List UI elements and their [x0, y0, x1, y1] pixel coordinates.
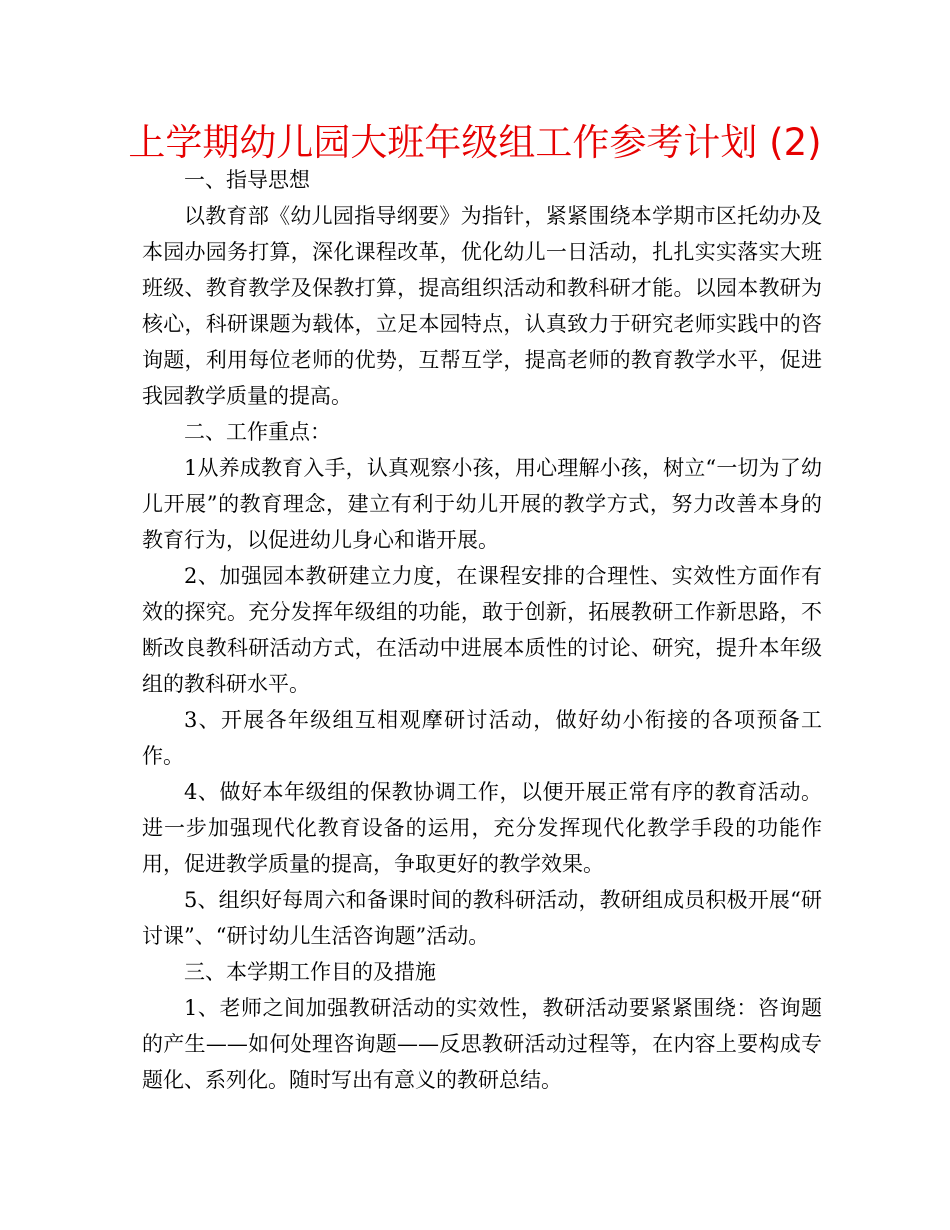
paragraph-focus-3: 3、开展各年级组互相观摩研讨活动，做好幼小衔接的各项预备工作。	[142, 708, 822, 768]
document-body	[142, 162, 822, 1098]
document-title: 上学期幼儿园大班年级组工作参考计划 (2)	[128, 121, 822, 164]
paragraph-focus-2: 2、加强园本教研建立力度，在课程安排的合理性、实效性方面作有效的探究。充分发挥年级组的功能，敢于创新，拓展教研工作新思路，不断改良教科研活动方式，在活动中进展本质性的讨论、研究，提升本年级组的教科研水平。	[142, 564, 822, 696]
section-heading-work-focus: 二、工作重点：	[184, 420, 331, 444]
paragraph-focus-1: 1从养成教育入手，认真观察小孩，用心理解小孩，树立“一切为了幼儿开展”的教育理念，建立有利于幼儿开展的教学方式，努力改善本身的教育行为，以促进幼儿身心和谐开展。	[142, 456, 822, 552]
paragraph-focus-4: 4、做好本年级组的保教协调工作，以便开展正常有序的教育活动。进一步加强现代化教育设备的运用，充分发挥现代化教学手段的功能作用，促进教学质量的提高，争取更好的教学效果。	[142, 780, 822, 876]
paragraph-goals-1: 1、老师之间加强教研活动的实效性，教研活动要紧紧围绕：咨询题的产生——如何处理咨询题——反思教研活动过程等，在内容上要构成专题化、系列化。随时写出有意义的教研总结。	[142, 996, 822, 1092]
section-heading-guiding-ideology: 一、指导思想	[184, 168, 310, 192]
paragraph-guiding-ideology: 以教育部《幼儿园指导纲要》为指针，紧紧围绕本学期市区托幼办及本园办园务打算，深化课程改革，优化幼儿一日活动，扎扎实实落实大班班级、教育教学及保教打算，提高组织活动和教科研才能。以园本教研为核心，科研课题为载体，立足本园特点，认真致力于研究老师实践中的咨询题，利用每位老师的优势，互帮互学，提高老师的教育教学水平，促进我园教学质量的提高。	[142, 204, 822, 408]
paragraph-focus-5: 5、组织好每周六和备课时间的教科研活动，教研组成员积极开展“研讨课”、“研讨幼儿生活咨询题”活动。	[142, 888, 822, 948]
section-heading-goals-measures: 三、本学期工作目的及措施	[184, 960, 436, 984]
